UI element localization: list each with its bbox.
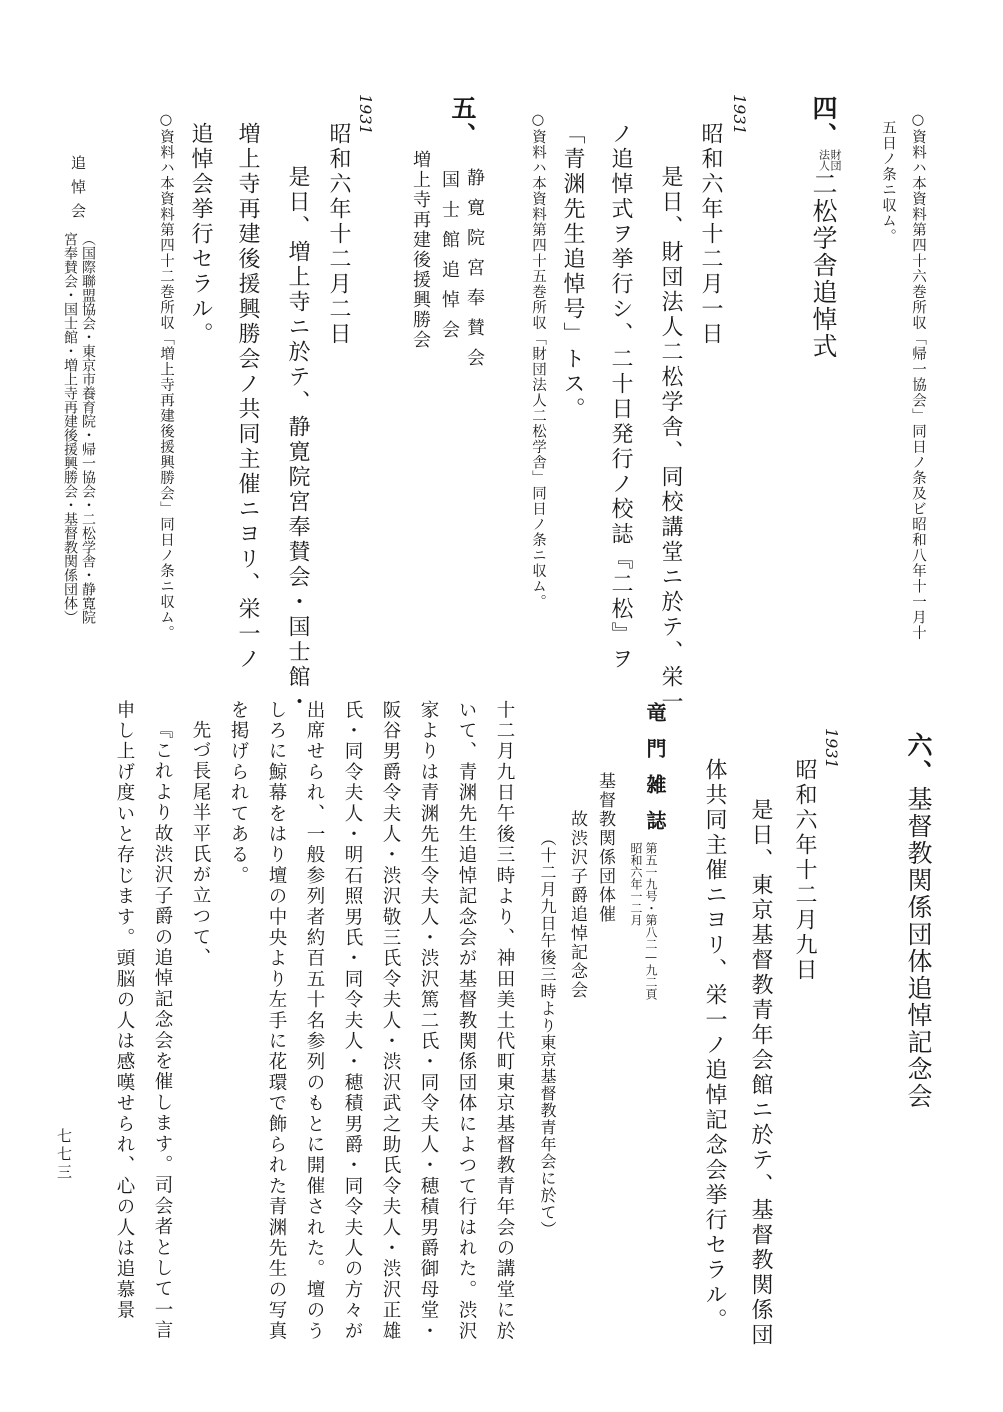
section6-heading — [906, 732, 931, 1110]
section5-number: 五、 — [448, 95, 477, 149]
section4-subtitle — [818, 149, 841, 171]
source-event: 故渋沢子爵追悼記念会 — [567, 810, 587, 1000]
section4-line2: ノ追悼式ヲ挙行シ、二十日発行ノ校誌『二松』ヲ — [608, 122, 633, 672]
text-line2: いて、青渊先生追悼記念会が基督教関係団体によつて行はれた。渋沢 — [456, 700, 477, 1342]
text-line11: 申し上げ度いと存じます。頭脳の人は感嘆せられ、心の人は追慕景 — [114, 700, 135, 1321]
text-line7: しろに鯨幕をはり壇の中央より左手に花環で飾られた青渊先生の写真 — [266, 700, 287, 1342]
text-line4: 阪谷男爵令夫人・渋沢敬三氏令夫人・渋沢武之助氏令夫人・渋沢正雄 — [380, 700, 401, 1342]
section4-sub-top: 財団 — [829, 149, 842, 171]
section5-org3: 増上寺再建後援興勝会 — [410, 150, 431, 350]
section4-heading — [808, 95, 842, 360]
source-vol-a: 第五一九号・第八二—九二頁 — [644, 842, 658, 1000]
section4-line1: 是日、財団法人二松学舎、同校講堂ニ於テ、栄一 — [658, 165, 683, 715]
section4-title: 二松学舎追悼式 — [808, 171, 838, 360]
text-line9: 先づ長尾半平氏が立つて、 — [190, 720, 211, 969]
section5-line3: 追悼会挙行セラル。 — [188, 122, 213, 347]
source-sponsor: 基督教関係団体催 — [595, 772, 615, 924]
source-name: 竜門雑誌 — [643, 702, 667, 846]
section4-sub-bottom: 法人 — [817, 149, 831, 171]
section6-number: 六、 — [904, 732, 933, 786]
text-line3: 家よりは青渊先生令夫人・渋沢篤二氏・同令夫人・穂積男爵御母堂・ — [418, 700, 439, 1342]
source-vol-b: 昭和六年一二月 — [629, 842, 643, 926]
side-index-paren2: 宮奉賛会・国士館・増上寺再建後援興勝会・基督教関係団体） — [62, 232, 78, 624]
section4-number: 四、 — [808, 95, 838, 149]
side-index-paren1: （国際聯盟協会・東京市養育院・帰一協会・二松学舎・静寛院 — [80, 232, 96, 624]
text-line8: を掲げられてある。 — [228, 700, 249, 887]
section5-note: ○資料ハ本資料第四十二巻所収「増上寺再建後援興勝会」同日ノ条ニ収ム。 — [158, 112, 174, 641]
section4-note: ○資料ハ本資料第四十五巻所収「財団法人二松学舎」同日ノ条ニ収ム。 — [530, 112, 546, 610]
section4-line3: 「青渊先生追悼号」トス。 — [560, 122, 585, 422]
section6-line1: 是日、東京基督教青年会館ニ於テ、基督教関係団 — [748, 798, 773, 1348]
side-index-label: 追悼会 — [69, 155, 87, 227]
section6-date: 昭和六年十二月九日 — [792, 758, 817, 983]
section6-line2: 体共同主催ニヨリ、栄一ノ追悼記念会挙行セラル。 — [702, 758, 727, 1333]
intro-note-line2: 五日ノ条ニ収ム。 — [880, 120, 896, 244]
section5-line2: 増上寺再建後援興勝会ノ共同主催ニヨリ、栄一ノ — [235, 122, 260, 672]
section4-year: 1931 — [730, 94, 749, 135]
text-line1: 十二月九日午後三時より、神田美土代町東京基督教青年会の講堂に於 — [494, 700, 515, 1342]
text-line6: 出席せられ、一般参列者約百五十名参列のもとに開催された。壇のう — [304, 700, 325, 1342]
section5-org1: 静寛院宮奉賛会 — [464, 168, 485, 378]
section5-org2: 国士館追悼会 — [439, 170, 460, 350]
text-line10: 『これより故渋沢子爵の追悼記念会を催します。司会者として一言 — [152, 720, 173, 1341]
section5-line1: 是日、増上寺ニ於テ、静寛院宮奉賛会・国士館・ — [285, 165, 310, 715]
page-number: 七七三 — [55, 1128, 73, 1182]
section4-date: 昭和六年十二月一日 — [698, 122, 723, 347]
text-line5: 氏・同令夫人・明石照男氏・同令夫人・穂積男爵・同令夫人の方々が — [342, 700, 363, 1342]
intro-note-line1: ○資料ハ本資料第四十六巻所収「帰一協会」同日ノ条及ビ昭和八年十一月十 — [910, 112, 926, 641]
section6-title: 基督教関係団体追悼記念会 — [904, 786, 933, 1110]
source-event-note: （十二月九日午後三時より東京基督教青年会に於て） — [538, 830, 557, 1238]
section6-year: 1931 — [822, 728, 841, 769]
section5-year: 1931 — [356, 94, 375, 135]
section5-date: 昭和六年十二月二日 — [326, 122, 351, 347]
